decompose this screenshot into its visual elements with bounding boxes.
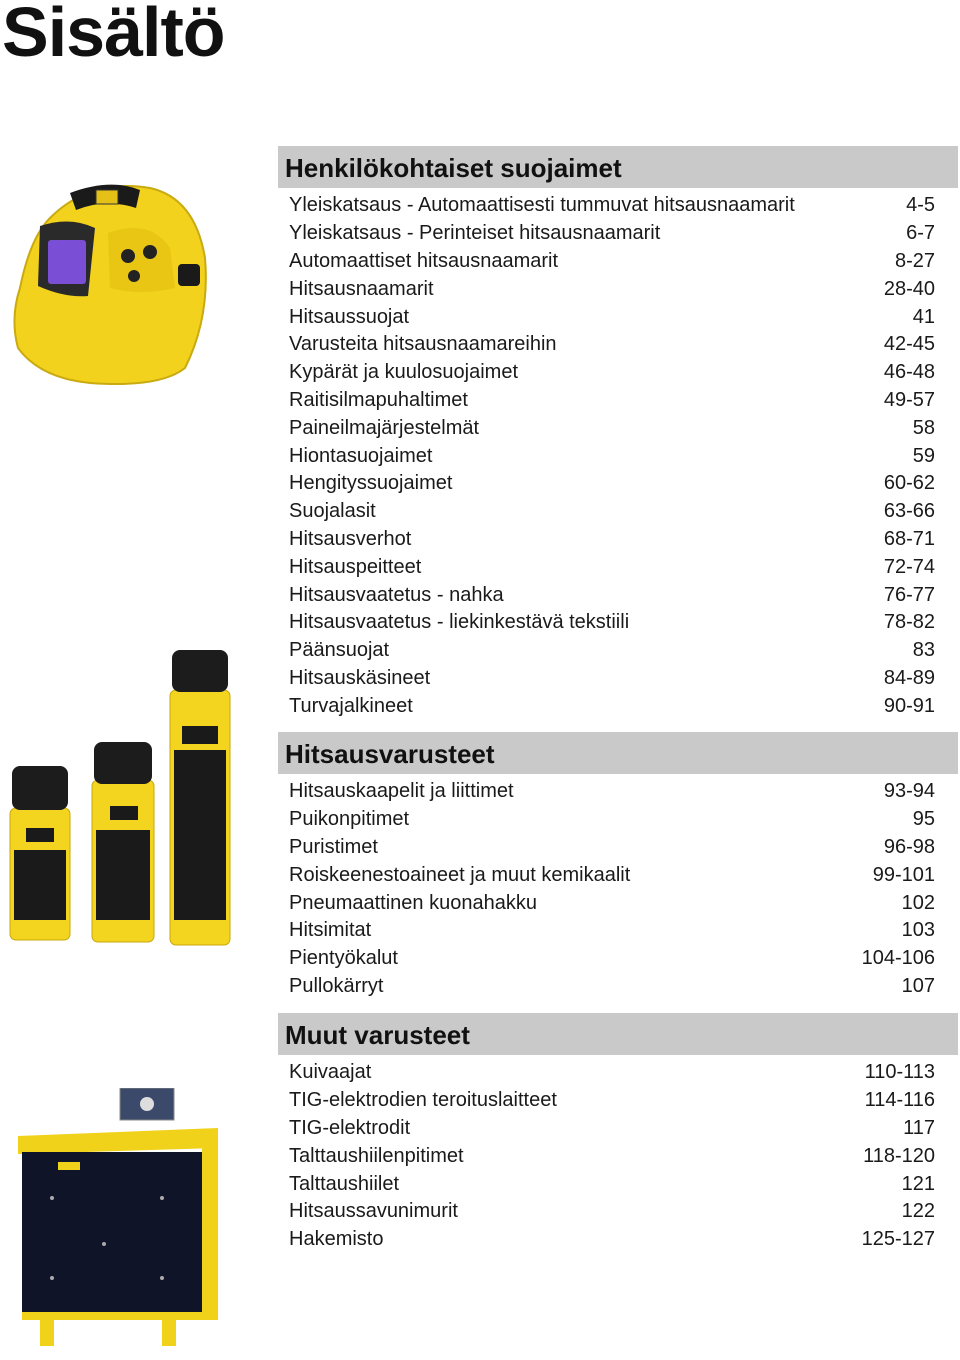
toc-entry (278, 192, 958, 220)
toc-entry-pages: 60-62 (883, 472, 935, 495)
toc-entry-label: Kypärät ja kuulosuojaimet (289, 361, 519, 384)
toc-entry-pages: 49-57 (883, 388, 935, 411)
toc-entry (278, 331, 958, 359)
toc-entry-label: Pullokärryt (289, 974, 384, 997)
toc-entry (278, 1115, 958, 1143)
toc-entry (278, 665, 958, 693)
toc-entry (278, 778, 958, 806)
toc-entry (278, 861, 958, 889)
toc-entry-label: Hitsauspeitteet (289, 555, 422, 578)
toc-entry-label: Paineilmajärjestelmät (289, 416, 480, 439)
toc-entry-label: Hengityssuojaimet (289, 472, 453, 495)
section-heading: Henkilökohtaiset suojaimet (278, 146, 958, 188)
toc-entry-pages: 84-89 (883, 666, 935, 689)
entry-list (278, 774, 958, 1000)
toc-entry-pages: 76-77 (883, 583, 935, 606)
toc-entry-pages: 121 (901, 1172, 935, 1195)
toc-entry-label: Hitsaussuojat (289, 305, 410, 328)
toc-entry-pages: 41 (912, 305, 935, 328)
toc-entry-pages: 59 (912, 444, 935, 467)
toc-entry-label: Hitsausverhot (289, 527, 412, 550)
toc-entry-label: Hitsaussavunimurit (289, 1200, 458, 1223)
toc-entry-pages: 83 (912, 639, 935, 662)
toc-entry (278, 553, 958, 581)
toc-entry-pages: 90-91 (883, 694, 935, 717)
toc-entry-label: Hitsimitat (289, 919, 372, 942)
toc-entry-pages: 118-120 (863, 1144, 935, 1167)
toc-entry (278, 1170, 958, 1198)
section-heading: Muut varusteet (278, 1013, 958, 1055)
toc-entry (278, 692, 958, 720)
toc-entry-pages: 68-71 (883, 527, 935, 550)
toc-entry-pages: 93-94 (883, 780, 935, 803)
toc-entry-label: Hitsausvaatetus - liekinkestävä tekstiili (289, 611, 630, 634)
toc-entry-label: Hitsausnaamarit (289, 277, 434, 300)
toc-entry-pages: 107 (901, 974, 935, 997)
toc-entry (278, 220, 958, 248)
toc-entry-pages: 4-5 (906, 194, 935, 217)
toc-entry (278, 973, 958, 1001)
toc-entry-label: Puristimet (289, 835, 378, 858)
toc-entry (278, 414, 958, 442)
toc-entry (278, 1226, 958, 1254)
entry-list (278, 1055, 958, 1254)
toc-entry-pages: 102 (901, 891, 935, 914)
toc-entry-label: Hakemisto (289, 1228, 384, 1251)
toc-entry (278, 637, 958, 665)
toc-entry-pages: 28-40 (883, 277, 935, 300)
toc-entry-label: Raitisilmapuhaltimet (289, 388, 468, 411)
toc-entry (278, 1087, 958, 1115)
section-heading: Hitsausvarusteet (278, 732, 958, 774)
page-title: Sisältö (2, 0, 225, 71)
toc-entry-pages: 63-66 (883, 500, 935, 523)
toc-entry-pages: 42-45 (883, 333, 935, 356)
toc-entry (278, 806, 958, 834)
entry-list (278, 188, 958, 720)
toc-entry-pages: 95 (912, 808, 935, 831)
spray-cans-icon (6, 650, 242, 950)
toc-section-personal-protection (278, 146, 958, 720)
toc-entry-label: Automaattiset hitsausnaamarit (289, 249, 559, 272)
toc-entry (278, 1059, 958, 1087)
toc-entry (278, 1142, 958, 1170)
toc-entry-pages: 96-98 (883, 835, 935, 858)
toc-entry (278, 498, 958, 526)
toc-entry (278, 889, 958, 917)
toc-entry-label: TIG-elektrodit (289, 1116, 411, 1139)
toc-entry (278, 526, 958, 554)
toc-entry-label: Pientyökalut (289, 947, 398, 970)
toc-entry (278, 470, 958, 498)
toc-entry-label: Pneumaattinen kuonahakku (289, 891, 537, 914)
toc-entry (278, 248, 958, 276)
toc-entry-label: Suojalasit (289, 500, 376, 523)
toc-entry-label: Hitsauskaapelit ja liittimet (289, 780, 514, 803)
toc-entry (278, 609, 958, 637)
toc-entry-pages: 99-101 (872, 863, 935, 886)
toc-entry (278, 1198, 958, 1226)
toc-entry-pages: 110-113 (864, 1061, 935, 1084)
toc-entry (278, 442, 958, 470)
toc-entry-pages: 72-74 (883, 555, 935, 578)
toc-entry (278, 303, 958, 331)
toc-entry-label: Hitsauskäsineet (289, 666, 431, 689)
toc-entry-pages: 122 (901, 1200, 935, 1223)
toc-entry-label: Roiskeenestoaineet ja muut kemikaalit (289, 863, 631, 886)
toc-entry-label: Yleiskatsaus - Perinteiset hitsausnaamarit (289, 222, 661, 245)
toc-entry-label: Hiontasuojaimet (289, 444, 433, 467)
toc-entry-pages: 58 (912, 416, 935, 439)
toc-section-welding-accessories (278, 732, 958, 1000)
toc-section-other-equipment (278, 1013, 958, 1254)
toc-entry (278, 917, 958, 945)
toc-entry-pages: 103 (901, 919, 935, 942)
toc-entry-pages: 117 (903, 1116, 935, 1139)
toc-entry-pages: 6-7 (906, 222, 935, 245)
toc-entry-pages: 78-82 (883, 611, 935, 634)
toc-entry-label: Turvajalkineet (289, 694, 413, 717)
toc-entry-label: TIG-elektrodien teroituslaitteet (289, 1089, 557, 1112)
toc-entry-label: Talttaushiilenpitimet (289, 1144, 464, 1167)
toc-entry-label: Hitsausvaatetus - nahka (289, 583, 504, 606)
toc-entry-label: Päänsuojat (289, 639, 390, 662)
toc-entry (278, 581, 958, 609)
toc-entry (278, 387, 958, 415)
toc-entry-pages: 125-127 (861, 1228, 935, 1251)
toc-entry-pages: 8-27 (894, 249, 935, 272)
toc-entry-pages: 104-106 (861, 947, 935, 970)
welding-helmet-icon (10, 178, 220, 396)
toc-entry-label: Talttaushiilet (289, 1172, 400, 1195)
toc-entry-label: Varusteita hitsausnaamareihin (289, 333, 557, 356)
toc-entry-pages: 114-116 (864, 1089, 935, 1112)
electrode-dryer-icon (12, 1088, 230, 1350)
toc-entry-label: Yleiskatsaus - Automaattisesti tummuvat hitsausnaamarit (289, 194, 795, 217)
toc-entry-label: Puikonpitimet (289, 808, 410, 831)
toc-entry (278, 359, 958, 387)
toc-entry (278, 275, 958, 303)
toc-entry (278, 834, 958, 862)
toc-entry-label: Kuivaajat (289, 1061, 372, 1084)
toc-entry-pages: 46-48 (883, 361, 935, 384)
toc-entry (278, 945, 958, 973)
